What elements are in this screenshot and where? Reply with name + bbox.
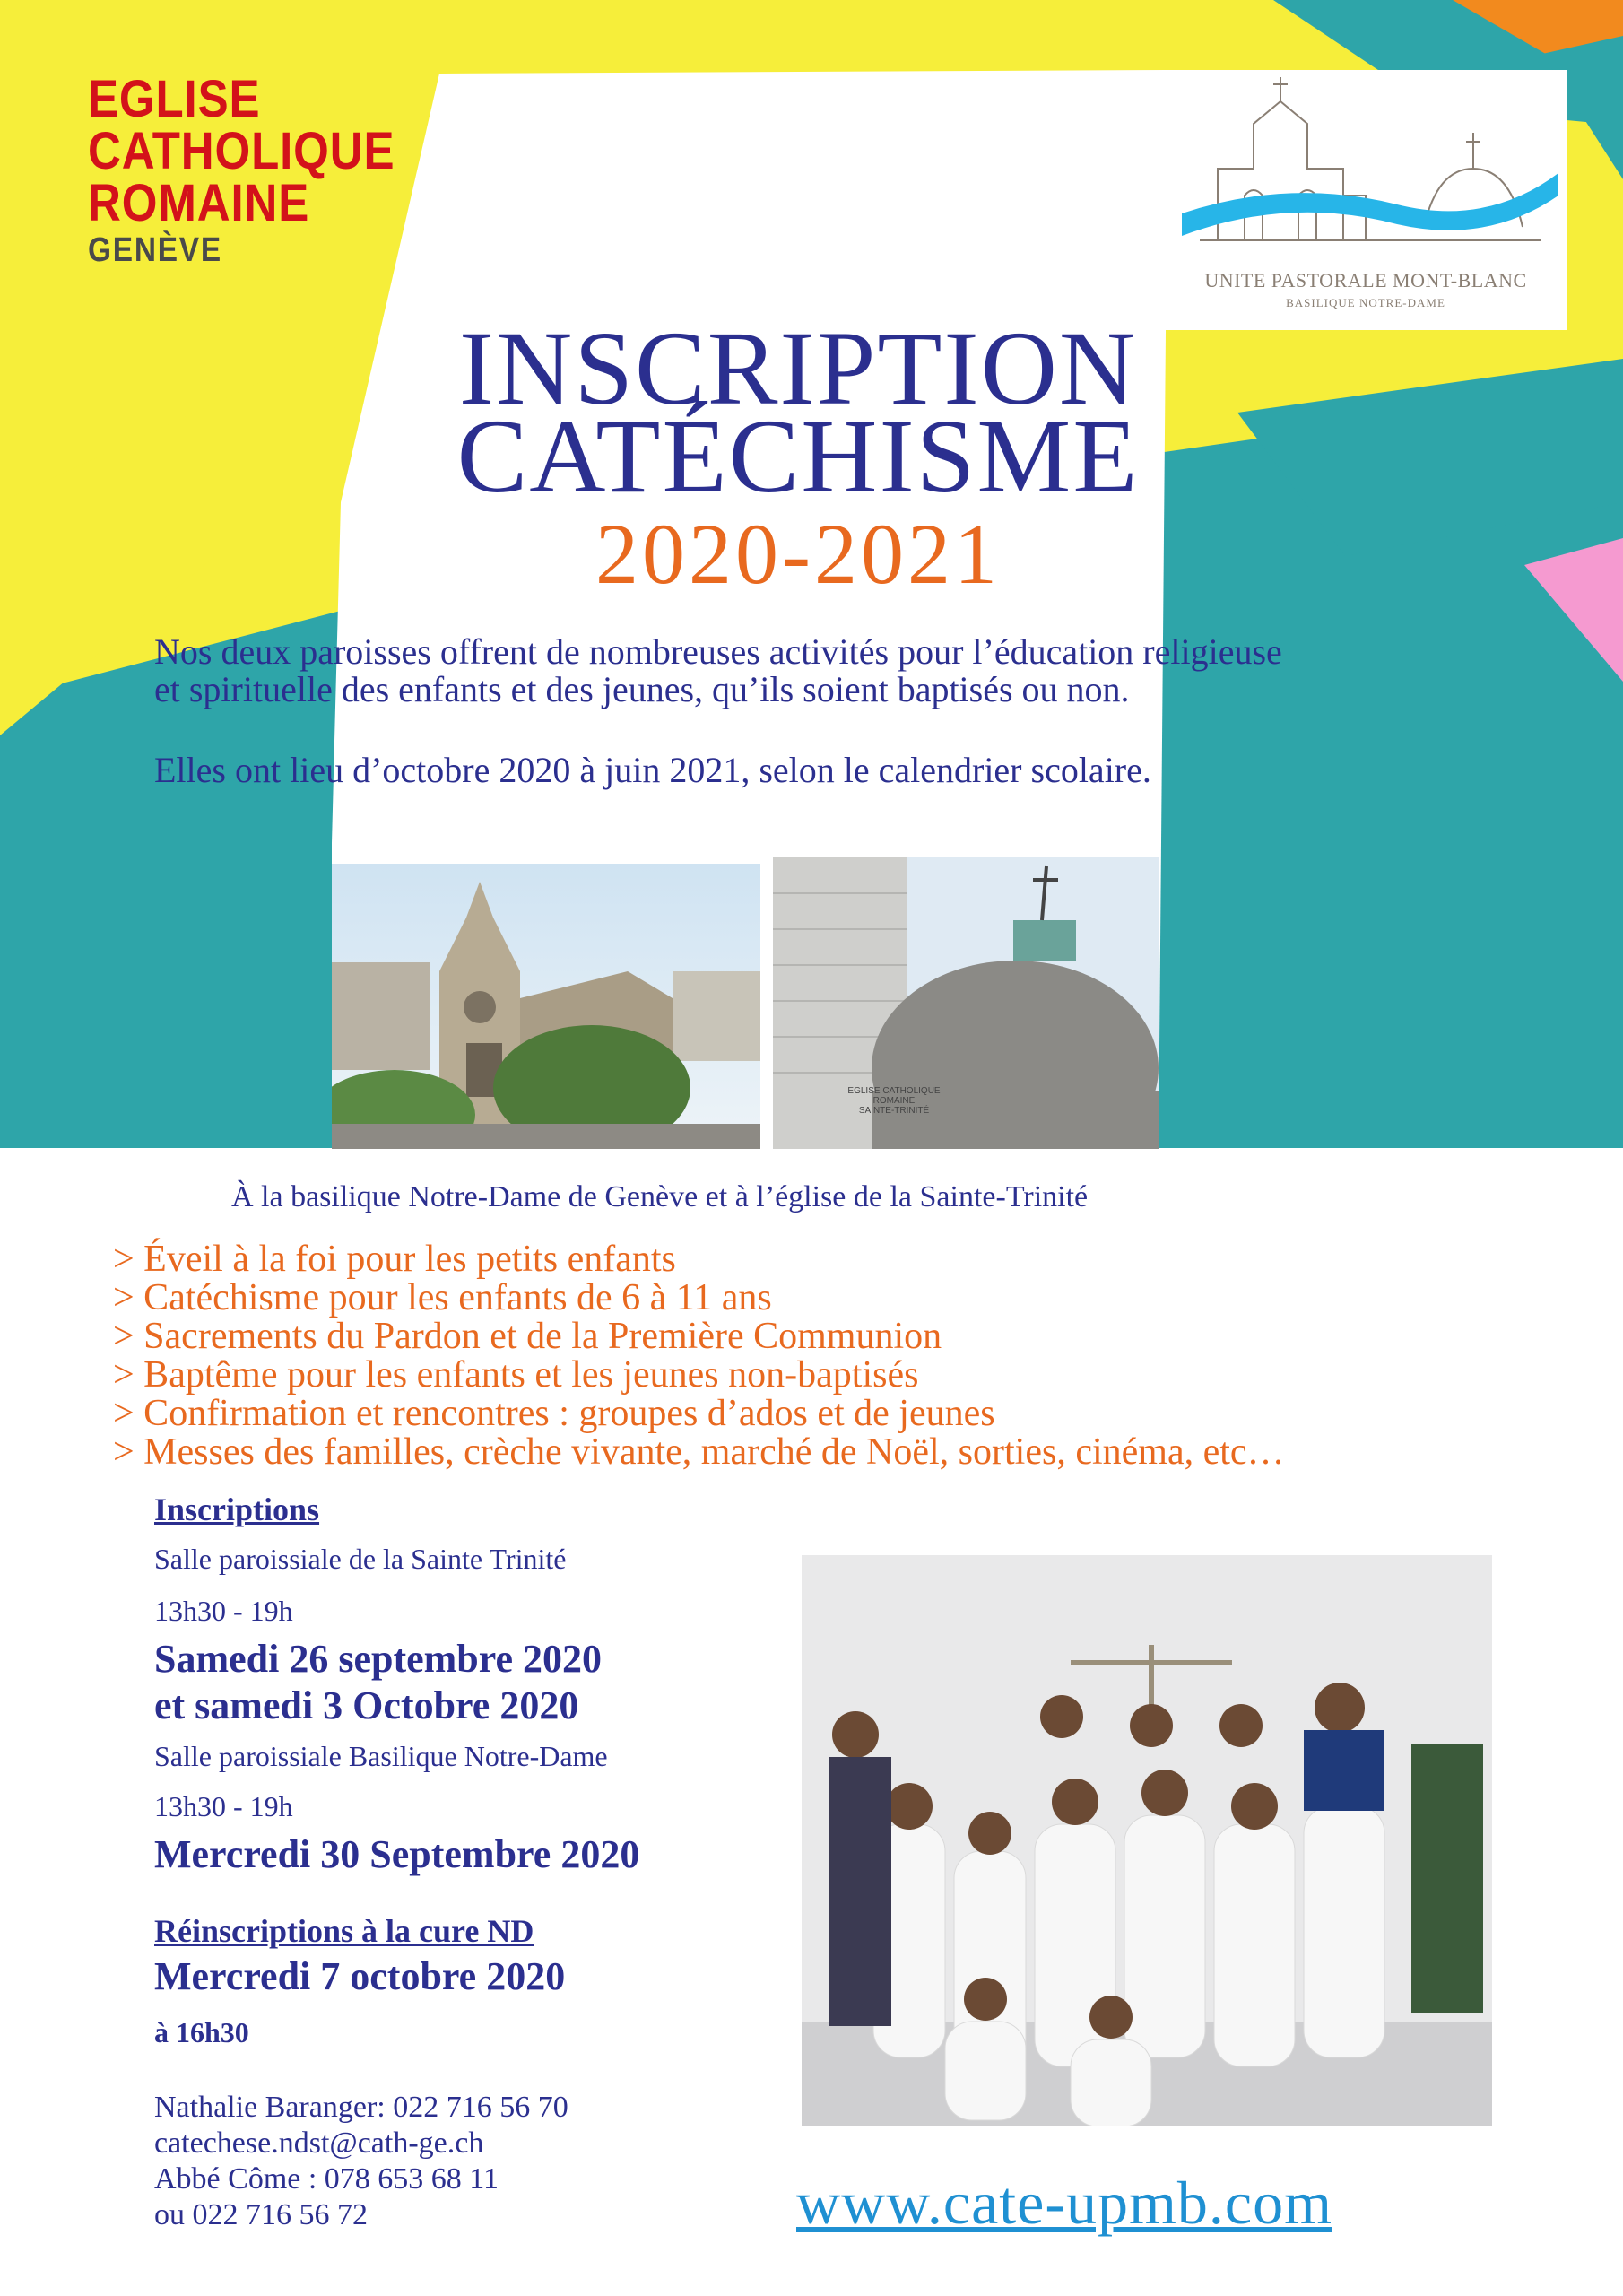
logo-line-geneve: GENÈVE — [88, 231, 222, 269]
contact-abbe: Abbé Côme : 078 653 68 11 — [154, 2162, 499, 2196]
activity-item: > Messes des familles, crèche vivante, marché de Noël, sorties, cinéma, etc… — [113, 1431, 1285, 1473]
inscription-place-2: Salle paroissiale Basilique Notre-Dame — [154, 1740, 608, 1772]
trinity-sign-line-1: EGLISE CATHOLIQUE ROMAINE — [847, 1086, 941, 1106]
intro-line-2: et spirituelle des enfants et des jeunes, qu’ils soient baptisés ou non. — [154, 669, 1130, 709]
logo-line-catholique: CATHOLIQUE — [88, 122, 395, 180]
title-year: 2020-2021 — [595, 506, 1001, 602]
basilica-notre-dame-photo — [332, 864, 760, 1149]
eglise-catholique-logo — [88, 70, 395, 271]
inscription-time-2: 13h30 - 19h — [154, 1790, 293, 1822]
inscription-time-1: 13h30 - 19h — [154, 1595, 293, 1627]
contact-email[interactable]: catechese.ndst@cath-ge.ch — [154, 2126, 484, 2160]
activity-item: > Éveil à la foi pour les petits enfants — [113, 1239, 676, 1280]
photos-caption: À la basilique Notre-Dame de Genève et à l’église de la Sainte-Trinité — [231, 1180, 1089, 1213]
inscription-date-2: Mercredi 30 Septembre 2020 — [154, 1832, 640, 1876]
inscription-date-1a: Samedi 26 septembre 2020 — [154, 1637, 603, 1681]
activity-item: > Baptême pour les enfants et les jeunes non-baptisés — [113, 1354, 919, 1396]
activity-item: > Catéchisme pour les enfants de 6 à 11 ans — [113, 1277, 772, 1318]
intro-paragraph-1 — [154, 633, 1553, 709]
inscription-place-1: Salle paroissiale de la Sainte Trinité — [154, 1543, 567, 1575]
reinscription-time: à 16h30 — [154, 2016, 249, 2048]
unite-pastorale-sub: BASILIQUE NOTRE-DAME — [1286, 296, 1445, 309]
reinscription-heading: Réinscriptions à la cure ND — [154, 1913, 534, 1949]
unite-pastorale-name: UNITE PASTORALE MONT-BLANC — [1204, 269, 1527, 291]
logo-line-eglise: EGLISE — [88, 70, 261, 128]
contact-block — [154, 2090, 568, 2233]
trinity-sign-line-2: SAINTE-TRINITÉ — [858, 1106, 930, 1116]
logo-line-romaine: ROMAINE — [88, 174, 310, 232]
contact-alt-phone: ou 022 716 56 72 — [154, 2198, 368, 2231]
inscriptions-heading: Inscriptions — [154, 1492, 320, 1527]
website-link[interactable]: www.cate-upmb.com — [796, 2169, 1332, 2237]
basilica-outline-icon — [1164, 70, 1567, 267]
intro-paragraph-2: Elles ont lieu d’octobre 2020 à juin 2021, selon le calendrier scolaire. — [154, 750, 1151, 790]
unite-pastorale-logo — [1164, 70, 1567, 330]
sainte-trinite-photo — [773, 857, 1159, 1149]
title-inscription: INSCRIPTION — [458, 309, 1138, 427]
title-catechisme: CATÉCHISME — [456, 397, 1140, 515]
intro-line-1: Nos deux paroisses offrent de nombreuses activités pour l’éducation religieuse — [154, 631, 1282, 672]
children-group-photo — [802, 1555, 1492, 2126]
activity-item: > Confirmation et rencontres : groupes d’ados et de jeunes — [113, 1393, 995, 1434]
inscription-date-1b: et samedi 3 Octobre 2020 — [154, 1683, 579, 1727]
reinscription-date: Mercredi 7 octobre 2020 — [154, 1954, 566, 1998]
activity-item: > Sacrements du Pardon et de la Première Communion — [113, 1316, 942, 1357]
contact-nathalie: Nathalie Baranger: 022 716 56 70 — [154, 2091, 568, 2124]
